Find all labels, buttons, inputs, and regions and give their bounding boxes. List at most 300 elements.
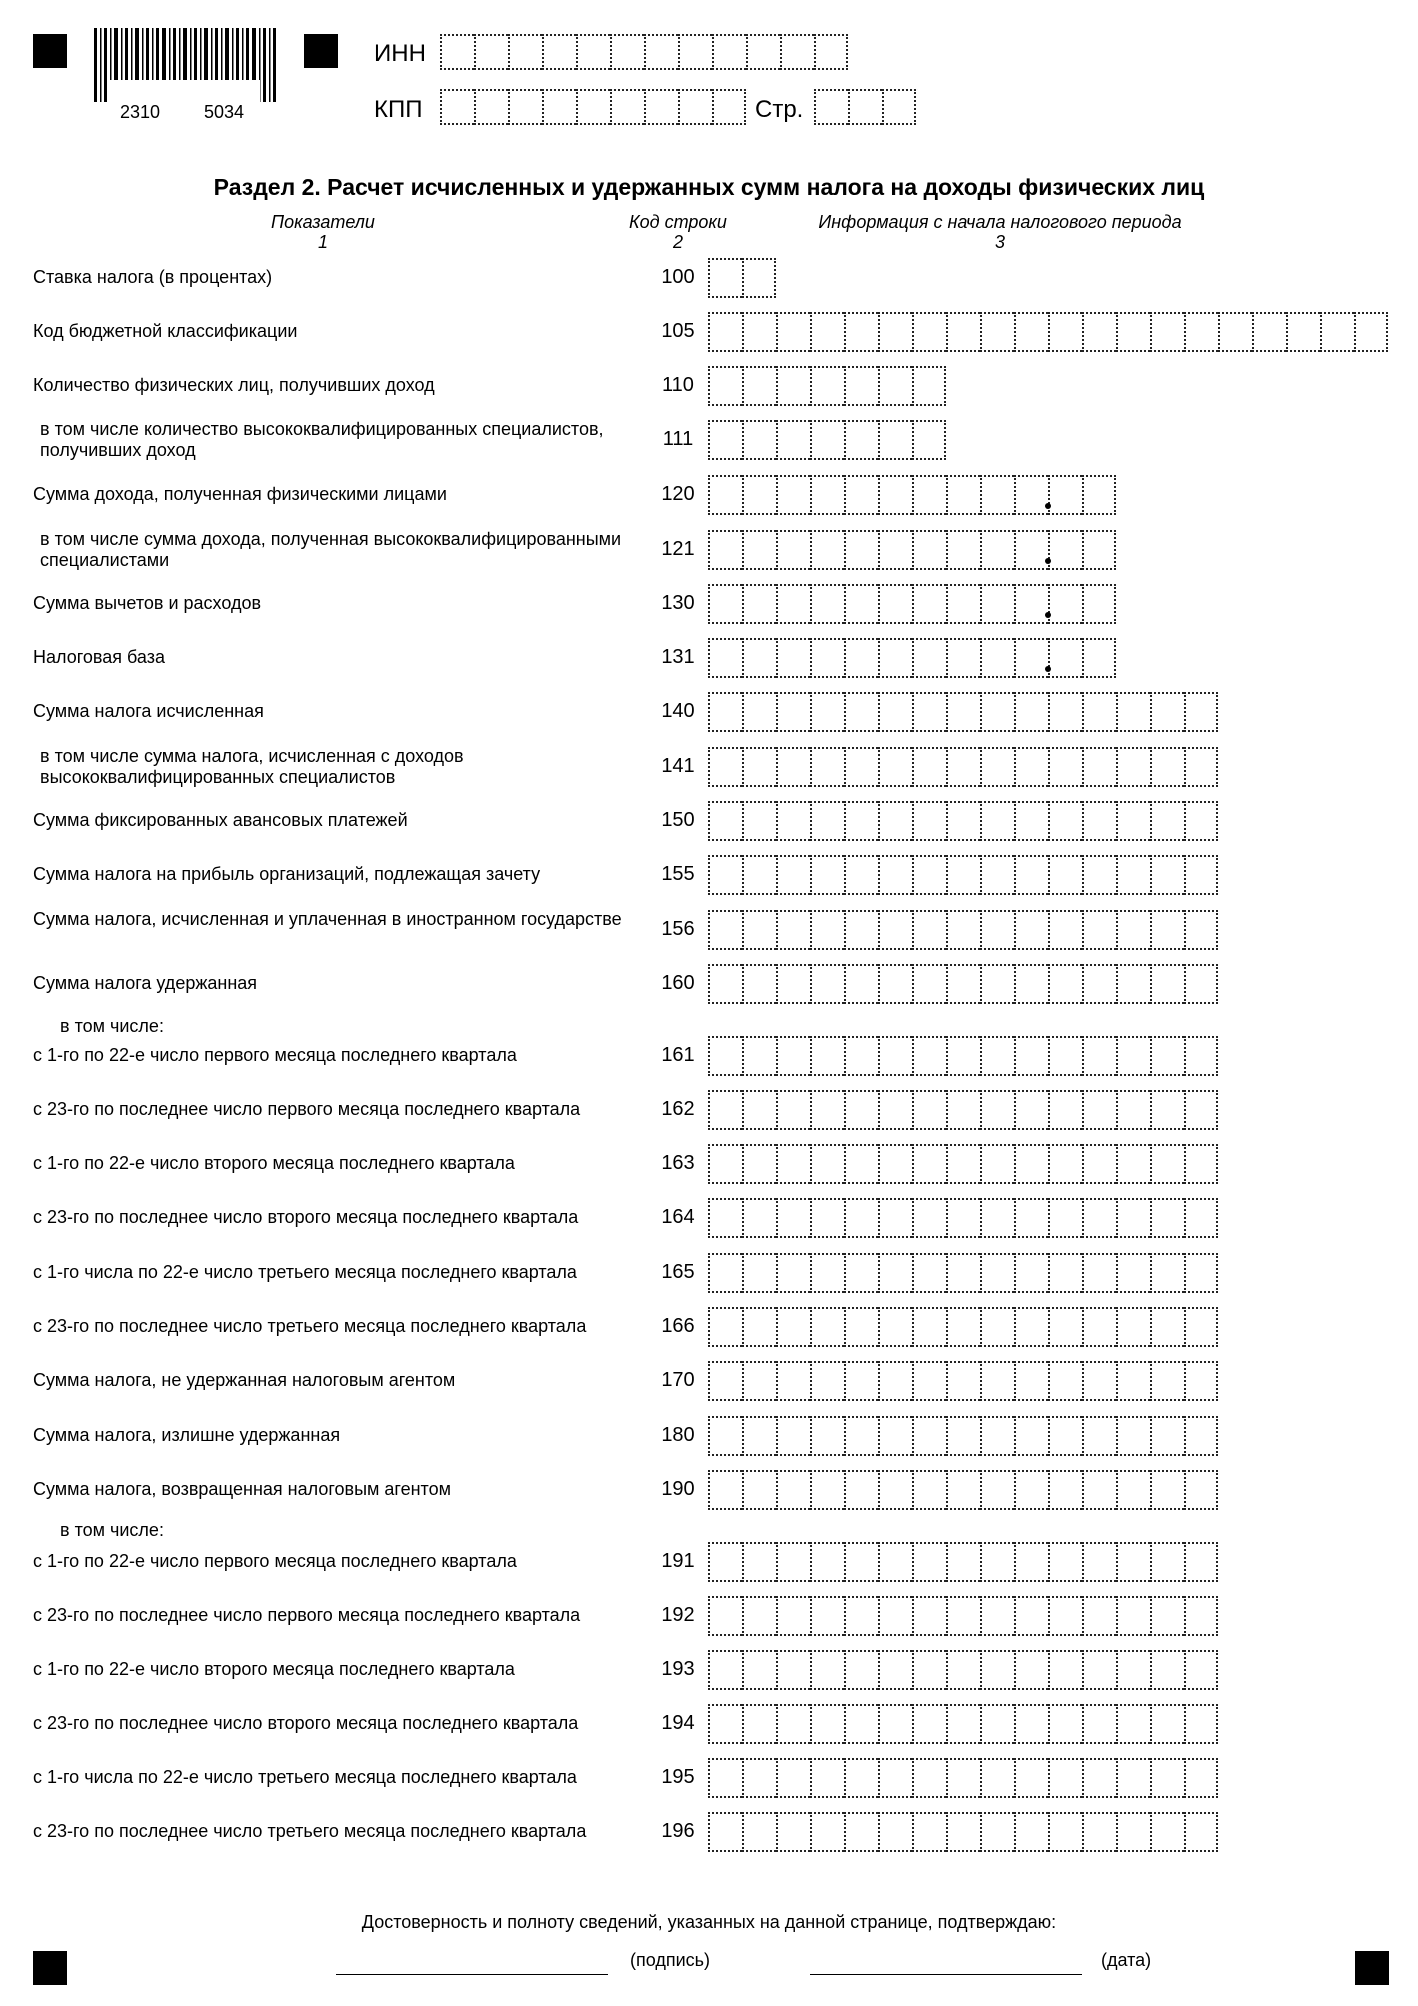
- input-cell[interactable]: [1014, 312, 1048, 352]
- input-cell[interactable]: [1082, 1361, 1116, 1401]
- input-cell[interactable]: [440, 89, 474, 125]
- input-cell[interactable]: [946, 1650, 980, 1690]
- row-input-130[interactable]: [708, 584, 1116, 624]
- input-cell[interactable]: [708, 801, 742, 841]
- row-input-166[interactable]: [708, 1307, 1218, 1347]
- input-cell[interactable]: [1082, 1704, 1116, 1744]
- input-cell[interactable]: [742, 1198, 776, 1238]
- input-cell[interactable]: [1286, 312, 1320, 352]
- input-cell[interactable]: [980, 584, 1014, 624]
- input-cell[interactable]: [1048, 1253, 1082, 1293]
- input-cell[interactable]: [1354, 312, 1388, 352]
- input-cell[interactable]: [912, 366, 946, 406]
- row-input-100[interactable]: [708, 258, 776, 298]
- input-cell[interactable]: [878, 638, 912, 678]
- input-cell[interactable]: [1082, 312, 1116, 352]
- row-input-162[interactable]: [708, 1090, 1218, 1130]
- input-cell[interactable]: [776, 1704, 810, 1744]
- input-cell[interactable]: [810, 1307, 844, 1347]
- input-cell[interactable]: [508, 89, 542, 125]
- input-cell[interactable]: [810, 530, 844, 570]
- input-cell[interactable]: [980, 1307, 1014, 1347]
- input-cell[interactable]: [1014, 1542, 1048, 1582]
- input-cell[interactable]: [980, 638, 1014, 678]
- input-cell[interactable]: [1150, 1812, 1184, 1852]
- input-cell[interactable]: [742, 1144, 776, 1184]
- input-cell[interactable]: [810, 1416, 844, 1456]
- input-cell[interactable]: [1116, 1596, 1150, 1636]
- input-cell[interactable]: [474, 34, 508, 70]
- input-cell[interactable]: [708, 910, 742, 950]
- input-cell[interactable]: [810, 1470, 844, 1510]
- input-cell[interactable]: [1150, 1361, 1184, 1401]
- input-cell[interactable]: [1014, 1361, 1048, 1401]
- row-input-195[interactable]: [708, 1758, 1218, 1798]
- input-cell[interactable]: [878, 584, 912, 624]
- input-cell[interactable]: [708, 1704, 742, 1744]
- input-cell[interactable]: [708, 1144, 742, 1184]
- input-cell[interactable]: [878, 1144, 912, 1184]
- input-cell[interactable]: [912, 855, 946, 895]
- input-cell[interactable]: [1048, 530, 1082, 570]
- input-cell[interactable]: [980, 1144, 1014, 1184]
- input-cell[interactable]: [742, 801, 776, 841]
- input-cell[interactable]: [878, 1704, 912, 1744]
- input-cell[interactable]: [1184, 1650, 1218, 1690]
- input-cell[interactable]: [1048, 312, 1082, 352]
- input-cell[interactable]: [878, 1198, 912, 1238]
- input-cell[interactable]: [742, 1542, 776, 1582]
- input-cell[interactable]: [810, 1198, 844, 1238]
- input-cell[interactable]: [810, 420, 844, 460]
- input-cell[interactable]: [946, 1361, 980, 1401]
- input-cell[interactable]: [1218, 312, 1252, 352]
- input-cell[interactable]: [810, 1253, 844, 1293]
- input-cell[interactable]: [742, 366, 776, 406]
- input-cell[interactable]: [810, 1758, 844, 1798]
- input-cell[interactable]: [814, 89, 848, 125]
- input-cell[interactable]: [1116, 1812, 1150, 1852]
- input-cell[interactable]: [1184, 692, 1218, 732]
- input-cell[interactable]: [1150, 1198, 1184, 1238]
- input-cell[interactable]: [946, 1416, 980, 1456]
- input-cell[interactable]: [776, 1812, 810, 1852]
- input-cell[interactable]: [742, 910, 776, 950]
- input-cell[interactable]: [1184, 1198, 1218, 1238]
- input-cell[interactable]: [776, 910, 810, 950]
- input-cell[interactable]: [810, 910, 844, 950]
- input-cell[interactable]: [678, 89, 712, 125]
- row-input-110[interactable]: [708, 366, 946, 406]
- input-cell[interactable]: [1184, 1036, 1218, 1076]
- input-cell[interactable]: [946, 855, 980, 895]
- kpp-input[interactable]: [440, 89, 746, 125]
- input-cell[interactable]: [878, 475, 912, 515]
- input-cell[interactable]: [844, 420, 878, 460]
- input-cell[interactable]: [810, 801, 844, 841]
- input-cell[interactable]: [912, 1361, 946, 1401]
- input-cell[interactable]: [844, 475, 878, 515]
- input-cell[interactable]: [742, 1758, 776, 1798]
- input-cell[interactable]: [776, 855, 810, 895]
- input-cell[interactable]: [708, 1307, 742, 1347]
- input-cell[interactable]: [708, 747, 742, 787]
- input-cell[interactable]: [878, 1542, 912, 1582]
- input-cell[interactable]: [1184, 964, 1218, 1004]
- input-cell[interactable]: [810, 1650, 844, 1690]
- input-cell[interactable]: [742, 1090, 776, 1130]
- input-cell[interactable]: [1184, 1812, 1218, 1852]
- input-cell[interactable]: [1252, 312, 1286, 352]
- input-cell[interactable]: [844, 366, 878, 406]
- input-cell[interactable]: [1082, 747, 1116, 787]
- input-cell[interactable]: [1184, 1361, 1218, 1401]
- input-cell[interactable]: [708, 1542, 742, 1582]
- input-cell[interactable]: [912, 1198, 946, 1238]
- input-cell[interactable]: [946, 312, 980, 352]
- input-cell[interactable]: [810, 1090, 844, 1130]
- input-cell[interactable]: [844, 855, 878, 895]
- input-cell[interactable]: [1082, 475, 1116, 515]
- input-cell[interactable]: [1082, 638, 1116, 678]
- input-cell[interactable]: [946, 1253, 980, 1293]
- input-cell[interactable]: [946, 801, 980, 841]
- input-cell[interactable]: [946, 964, 980, 1004]
- input-cell[interactable]: [1082, 801, 1116, 841]
- input-cell[interactable]: [708, 420, 742, 460]
- input-cell[interactable]: [776, 1758, 810, 1798]
- input-cell[interactable]: [810, 1361, 844, 1401]
- input-cell[interactable]: [878, 1036, 912, 1076]
- input-cell[interactable]: [878, 366, 912, 406]
- input-cell[interactable]: [1150, 1704, 1184, 1744]
- input-cell[interactable]: [742, 1812, 776, 1852]
- input-cell[interactable]: [946, 1036, 980, 1076]
- input-cell[interactable]: [1116, 1198, 1150, 1238]
- input-cell[interactable]: [776, 1090, 810, 1130]
- input-cell[interactable]: [844, 1650, 878, 1690]
- signature-line[interactable]: [336, 1974, 608, 1975]
- input-cell[interactable]: [980, 312, 1014, 352]
- input-cell[interactable]: [878, 855, 912, 895]
- input-cell[interactable]: [810, 855, 844, 895]
- row-input-170[interactable]: [708, 1361, 1218, 1401]
- input-cell[interactable]: [1184, 1542, 1218, 1582]
- input-cell[interactable]: [1082, 1090, 1116, 1130]
- input-cell[interactable]: [1184, 1470, 1218, 1510]
- input-cell[interactable]: [980, 1758, 1014, 1798]
- input-cell[interactable]: [810, 638, 844, 678]
- input-cell[interactable]: [1150, 910, 1184, 950]
- row-input-180[interactable]: [708, 1416, 1218, 1456]
- input-cell[interactable]: [980, 910, 1014, 950]
- row-input-156[interactable]: [708, 910, 1218, 950]
- input-cell[interactable]: [878, 1758, 912, 1798]
- input-cell[interactable]: [946, 747, 980, 787]
- input-cell[interactable]: [1048, 1144, 1082, 1184]
- input-cell[interactable]: [1014, 801, 1048, 841]
- input-cell[interactable]: [1150, 1253, 1184, 1293]
- input-cell[interactable]: [844, 692, 878, 732]
- input-cell[interactable]: [844, 747, 878, 787]
- input-cell[interactable]: [1116, 692, 1150, 732]
- input-cell[interactable]: [1014, 855, 1048, 895]
- input-cell[interactable]: [742, 1307, 776, 1347]
- input-cell[interactable]: [780, 34, 814, 70]
- input-cell[interactable]: [1116, 1416, 1150, 1456]
- row-input-121[interactable]: [708, 530, 1116, 570]
- input-cell[interactable]: [1116, 1253, 1150, 1293]
- input-cell[interactable]: [576, 34, 610, 70]
- input-cell[interactable]: [912, 1704, 946, 1744]
- input-cell[interactable]: [1116, 910, 1150, 950]
- input-cell[interactable]: [1082, 1812, 1116, 1852]
- input-cell[interactable]: [1184, 1090, 1218, 1130]
- input-cell[interactable]: [912, 1416, 946, 1456]
- input-cell[interactable]: [1082, 855, 1116, 895]
- input-cell[interactable]: [878, 1090, 912, 1130]
- input-cell[interactable]: [776, 801, 810, 841]
- input-cell[interactable]: [708, 1596, 742, 1636]
- input-cell[interactable]: [1014, 1307, 1048, 1347]
- input-cell[interactable]: [980, 1704, 1014, 1744]
- date-line[interactable]: [810, 1974, 1082, 1975]
- input-cell[interactable]: [946, 1198, 980, 1238]
- input-cell[interactable]: [878, 1253, 912, 1293]
- row-input-192[interactable]: [708, 1596, 1218, 1636]
- input-cell[interactable]: [1082, 1596, 1116, 1636]
- input-cell[interactable]: [542, 89, 576, 125]
- input-cell[interactable]: [1184, 1704, 1218, 1744]
- input-cell[interactable]: [844, 1361, 878, 1401]
- input-cell[interactable]: [1150, 855, 1184, 895]
- input-cell[interactable]: [1184, 1416, 1218, 1456]
- input-cell[interactable]: [946, 638, 980, 678]
- input-cell[interactable]: [1184, 312, 1218, 352]
- input-cell[interactable]: [610, 89, 644, 125]
- input-cell[interactable]: [878, 747, 912, 787]
- input-cell[interactable]: [810, 1542, 844, 1582]
- input-cell[interactable]: [1082, 1416, 1116, 1456]
- input-cell[interactable]: [708, 692, 742, 732]
- input-cell[interactable]: [1150, 1470, 1184, 1510]
- input-cell[interactable]: [1082, 584, 1116, 624]
- page-number-input[interactable]: [814, 89, 916, 125]
- input-cell[interactable]: [912, 1470, 946, 1510]
- input-cell[interactable]: [878, 1596, 912, 1636]
- input-cell[interactable]: [1014, 638, 1048, 678]
- input-cell[interactable]: [742, 258, 776, 298]
- input-cell[interactable]: [1014, 1704, 1048, 1744]
- input-cell[interactable]: [1150, 1307, 1184, 1347]
- input-cell[interactable]: [810, 1036, 844, 1076]
- input-cell[interactable]: [946, 475, 980, 515]
- row-input-141[interactable]: [708, 747, 1218, 787]
- input-cell[interactable]: [912, 420, 946, 460]
- input-cell[interactable]: [878, 1470, 912, 1510]
- input-cell[interactable]: [848, 89, 882, 125]
- input-cell[interactable]: [1116, 1650, 1150, 1690]
- input-cell[interactable]: [810, 1812, 844, 1852]
- input-cell[interactable]: [1048, 910, 1082, 950]
- input-cell[interactable]: [946, 1307, 980, 1347]
- input-cell[interactable]: [708, 638, 742, 678]
- input-cell[interactable]: [1048, 1596, 1082, 1636]
- input-cell[interactable]: [1184, 1307, 1218, 1347]
- row-input-161[interactable]: [708, 1036, 1218, 1076]
- input-cell[interactable]: [844, 1307, 878, 1347]
- input-cell[interactable]: [844, 801, 878, 841]
- input-cell[interactable]: [810, 1704, 844, 1744]
- input-cell[interactable]: [1150, 747, 1184, 787]
- inn-input[interactable]: [440, 34, 848, 70]
- input-cell[interactable]: [912, 1144, 946, 1184]
- input-cell[interactable]: [1116, 1036, 1150, 1076]
- input-cell[interactable]: [980, 692, 1014, 732]
- input-cell[interactable]: [776, 475, 810, 515]
- input-cell[interactable]: [1184, 1144, 1218, 1184]
- input-cell[interactable]: [1048, 584, 1082, 624]
- input-cell[interactable]: [980, 1361, 1014, 1401]
- input-cell[interactable]: [776, 530, 810, 570]
- input-cell[interactable]: [1116, 1758, 1150, 1798]
- input-cell[interactable]: [878, 910, 912, 950]
- row-input-190[interactable]: [708, 1470, 1218, 1510]
- input-cell[interactable]: [712, 34, 746, 70]
- input-cell[interactable]: [878, 801, 912, 841]
- input-cell[interactable]: [776, 1470, 810, 1510]
- input-cell[interactable]: [980, 1036, 1014, 1076]
- input-cell[interactable]: [708, 855, 742, 895]
- input-cell[interactable]: [912, 692, 946, 732]
- input-cell[interactable]: [1116, 1307, 1150, 1347]
- input-cell[interactable]: [1014, 530, 1048, 570]
- input-cell[interactable]: [1048, 1090, 1082, 1130]
- input-cell[interactable]: [878, 1812, 912, 1852]
- input-cell[interactable]: [878, 420, 912, 460]
- row-input-105[interactable]: [708, 312, 1388, 352]
- input-cell[interactable]: [1082, 910, 1116, 950]
- input-cell[interactable]: [776, 692, 810, 732]
- input-cell[interactable]: [946, 1144, 980, 1184]
- input-cell[interactable]: [946, 1542, 980, 1582]
- input-cell[interactable]: [1048, 1758, 1082, 1798]
- input-cell[interactable]: [742, 420, 776, 460]
- input-cell[interactable]: [1048, 1307, 1082, 1347]
- input-cell[interactable]: [980, 1090, 1014, 1130]
- row-input-120[interactable]: [708, 475, 1116, 515]
- input-cell[interactable]: [776, 312, 810, 352]
- input-cell[interactable]: [1150, 1416, 1184, 1456]
- input-cell[interactable]: [1048, 1812, 1082, 1852]
- input-cell[interactable]: [980, 1416, 1014, 1456]
- row-input-165[interactable]: [708, 1253, 1218, 1293]
- input-cell[interactable]: [776, 584, 810, 624]
- input-cell[interactable]: [1048, 1361, 1082, 1401]
- input-cell[interactable]: [1082, 964, 1116, 1004]
- input-cell[interactable]: [1082, 1144, 1116, 1184]
- input-cell[interactable]: [878, 1416, 912, 1456]
- input-cell[interactable]: [610, 34, 644, 70]
- input-cell[interactable]: [980, 801, 1014, 841]
- input-cell[interactable]: [980, 1596, 1014, 1636]
- input-cell[interactable]: [810, 475, 844, 515]
- input-cell[interactable]: [1082, 530, 1116, 570]
- input-cell[interactable]: [1014, 964, 1048, 1004]
- input-cell[interactable]: [776, 420, 810, 460]
- input-cell[interactable]: [742, 747, 776, 787]
- input-cell[interactable]: [946, 1704, 980, 1744]
- row-input-163[interactable]: [708, 1144, 1218, 1184]
- input-cell[interactable]: [708, 1253, 742, 1293]
- input-cell[interactable]: [708, 1650, 742, 1690]
- row-input-196[interactable]: [708, 1812, 1218, 1852]
- input-cell[interactable]: [1048, 638, 1082, 678]
- input-cell[interactable]: [708, 1361, 742, 1401]
- input-cell[interactable]: [1082, 1650, 1116, 1690]
- input-cell[interactable]: [912, 910, 946, 950]
- input-cell[interactable]: [742, 475, 776, 515]
- input-cell[interactable]: [776, 1198, 810, 1238]
- row-input-191[interactable]: [708, 1542, 1218, 1582]
- input-cell[interactable]: [1150, 1090, 1184, 1130]
- input-cell[interactable]: [1116, 1542, 1150, 1582]
- input-cell[interactable]: [708, 964, 742, 1004]
- input-cell[interactable]: [776, 366, 810, 406]
- input-cell[interactable]: [1150, 1596, 1184, 1636]
- input-cell[interactable]: [1014, 584, 1048, 624]
- input-cell[interactable]: [810, 692, 844, 732]
- input-cell[interactable]: [878, 964, 912, 1004]
- input-cell[interactable]: [1082, 1470, 1116, 1510]
- input-cell[interactable]: [708, 366, 742, 406]
- input-cell[interactable]: [708, 584, 742, 624]
- input-cell[interactable]: [844, 584, 878, 624]
- input-cell[interactable]: [912, 1812, 946, 1852]
- input-cell[interactable]: [810, 366, 844, 406]
- input-cell[interactable]: [844, 638, 878, 678]
- input-cell[interactable]: [1116, 1144, 1150, 1184]
- input-cell[interactable]: [1082, 1542, 1116, 1582]
- input-cell[interactable]: [776, 1416, 810, 1456]
- input-cell[interactable]: [708, 475, 742, 515]
- input-cell[interactable]: [1320, 312, 1354, 352]
- input-cell[interactable]: [708, 1036, 742, 1076]
- input-cell[interactable]: [980, 530, 1014, 570]
- input-cell[interactable]: [1014, 1758, 1048, 1798]
- input-cell[interactable]: [1082, 1036, 1116, 1076]
- input-cell[interactable]: [980, 1253, 1014, 1293]
- input-cell[interactable]: [912, 1758, 946, 1798]
- input-cell[interactable]: [1014, 475, 1048, 515]
- input-cell[interactable]: [1082, 1253, 1116, 1293]
- input-cell[interactable]: [844, 910, 878, 950]
- input-cell[interactable]: [742, 1704, 776, 1744]
- input-cell[interactable]: [844, 1416, 878, 1456]
- input-cell[interactable]: [946, 1758, 980, 1798]
- input-cell[interactable]: [776, 747, 810, 787]
- input-cell[interactable]: [1184, 1596, 1218, 1636]
- input-cell[interactable]: [946, 1812, 980, 1852]
- input-cell[interactable]: [980, 1650, 1014, 1690]
- input-cell[interactable]: [1014, 910, 1048, 950]
- input-cell[interactable]: [844, 1812, 878, 1852]
- input-cell[interactable]: [810, 747, 844, 787]
- input-cell[interactable]: [878, 530, 912, 570]
- input-cell[interactable]: [776, 1542, 810, 1582]
- input-cell[interactable]: [946, 910, 980, 950]
- input-cell[interactable]: [810, 1596, 844, 1636]
